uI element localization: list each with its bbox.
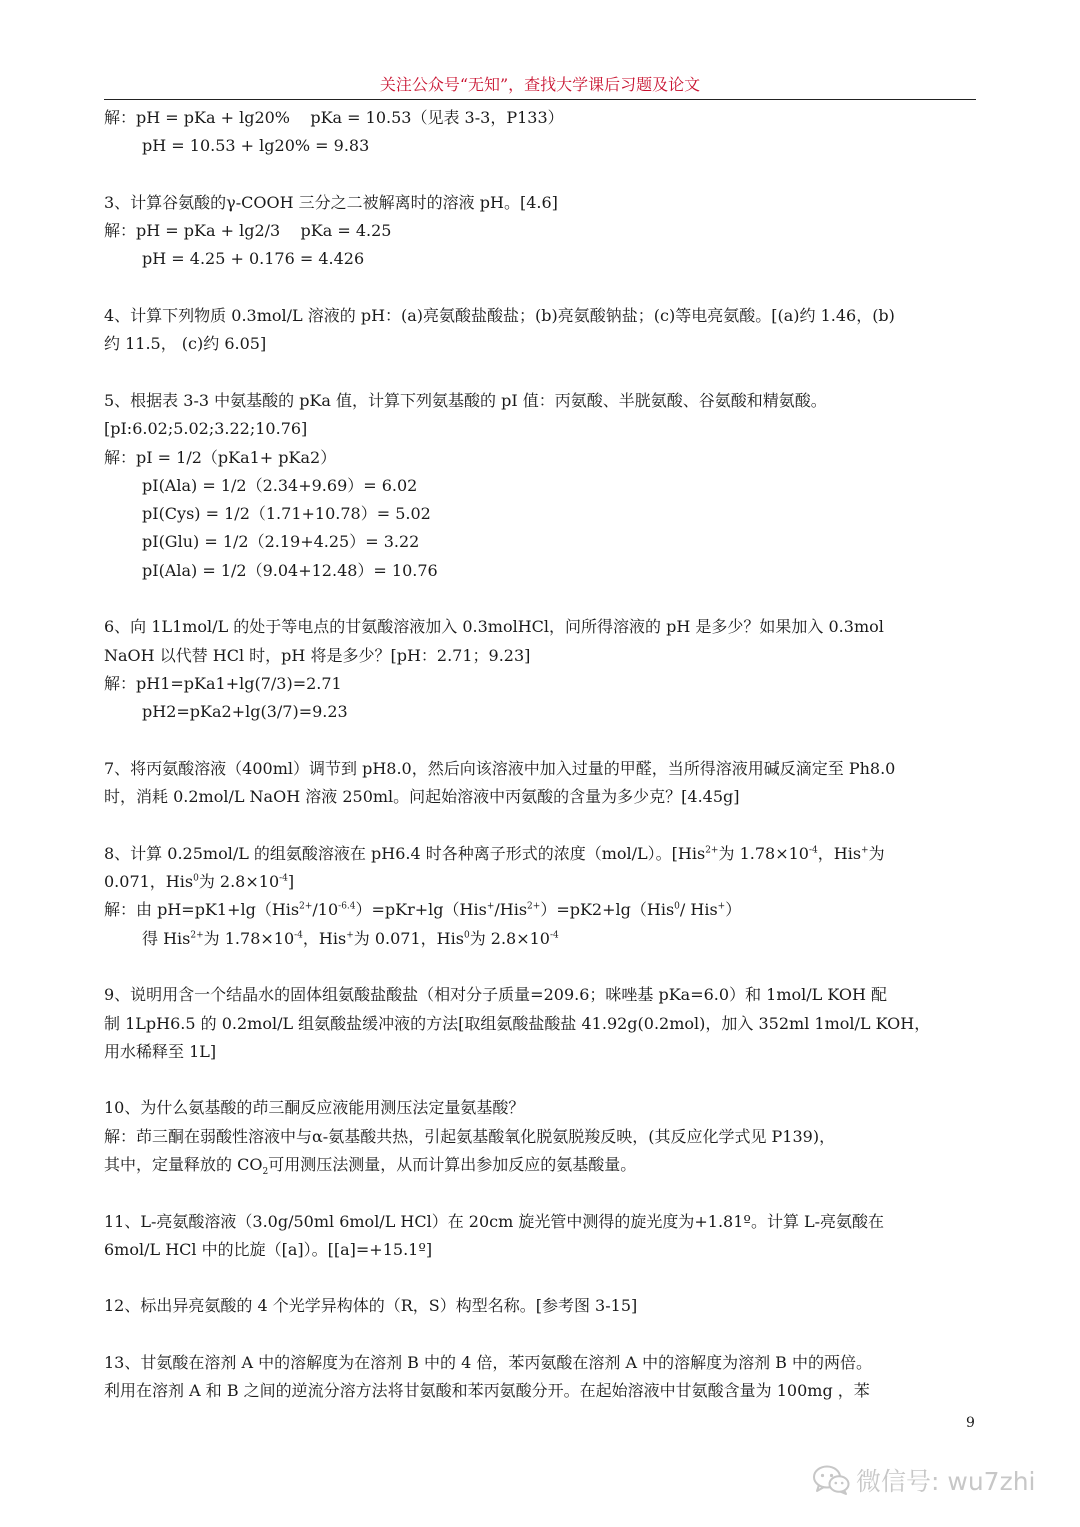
subscript: 2 (262, 1167, 269, 1178)
paragraph-gap (104, 1179, 984, 1207)
header-rule (104, 99, 976, 100)
text-line: pI(Ala) = 1/2（2.34+9.69）= 6.02 (142, 475, 418, 495)
text-run: 为 2.8×10 (469, 928, 550, 948)
text-line: 解：pH = pKa + lg2/3 pKa = 4.25 (104, 221, 392, 241)
text-line: 4、计算下列物质 0.3mol/L 溶液的 pH：(a)亮氨酸盐酸盐；(b)亮氨酸钠盐；(c)等电亮氨酸。[(a)约 1.46，(b) (104, 306, 895, 326)
superscript: + (717, 901, 726, 912)
watermark-text: 微信号: wu7zhi (856, 1467, 1036, 1496)
paragraph-gap (104, 1066, 984, 1094)
text-run: 8、计算 0.25mol/L 的组氨酸溶液在 pH6.4 时各种离子形式的浓度（mol/L）。[His (104, 843, 706, 863)
text-line: 时，消耗 0.2mol/L NaOH 溶液 250ml。问起始溶液中丙氨酸的含量为多少克？[4.45g] (104, 787, 740, 807)
superscript: -4 (808, 845, 818, 856)
text-line: pH = 4.25 + 0.176 = 4.426 (142, 249, 365, 269)
wechat-icon (812, 1464, 850, 1496)
text-line: pI(Cys) = 1/2（1.71+10.78）= 5.02 (142, 504, 431, 524)
paragraph-gap (104, 161, 984, 189)
text-line: 5、根据表 3-3 中氨基酸的 pKa 值，计算下列氨基酸的 pI 值：丙氨酸、半胱氨酸、谷氨酸和精氨酸。 (104, 390, 827, 410)
paragraph-gap (104, 274, 984, 302)
text-line: 约 11.5， (c)约 6.05] (104, 334, 267, 354)
superscript: 0 (463, 930, 470, 941)
text-run: /His (494, 900, 528, 920)
text-line (104, 840, 984, 868)
text-run: 可用测压法测量，从而计算出参加反应的氨基酸量。 (268, 1154, 637, 1174)
superscript: 0 (193, 873, 199, 884)
text-run: / His (679, 900, 718, 920)
superscript: 2+ (527, 901, 541, 912)
text-line: pI(Glu) = 1/2（2.19+4.25）= 3.22 (142, 532, 420, 552)
wechat-watermark (812, 1462, 1035, 1498)
text-line: NaOH 以代替 HCl 时，pH 将是多少？[pH：2.71；9.23] (104, 645, 531, 665)
superscript: + (346, 930, 354, 941)
text-line: 解：pH = pKa + lg20% pKa = 10.53（见表 3-3，P133） (104, 108, 564, 127)
text-line: 12、标出异亮氨酸的 4 个光学异构体的（R，S）构型名称。[参考图 3-15] (104, 1296, 638, 1316)
text-run: /10 (312, 900, 339, 920)
paragraph-gap (104, 359, 984, 387)
text-line (104, 868, 984, 896)
text-run: 为 1.78×10 (718, 843, 809, 863)
text-run: ） (725, 900, 742, 920)
text-run: ] (287, 872, 295, 892)
text-line: 用水稀释至 1L] (104, 1041, 217, 1061)
text-run: 为 1.78×10 (203, 928, 295, 948)
superscript: 0 (674, 901, 680, 912)
page-header: 关注公众号“无知”，查找大学课后习题及论文 (379, 75, 701, 94)
superscript: -4 (279, 873, 288, 884)
text-run: 解：由 pH=pK1+lg（His (104, 900, 300, 920)
superscript: 2+ (705, 845, 719, 856)
text-line (104, 925, 984, 953)
superscript: 2+ (190, 930, 204, 941)
text-run: ）=pKr+lg（His (355, 900, 487, 920)
text-run: ，His (302, 928, 347, 948)
text-line: 6、向 1L1mol/L 的处于等电点的甘氨酸溶液加入 0.3molHCl，问所得溶液的 pH 是多少？如果加入 0.3mol (104, 617, 884, 637)
text-line: 9、说明用含一个结晶水的固体组氨酸盐酸盐（相对分子质量=209.6；咪唑基 pKa=6.0）和 1mol/L KOH 配 (104, 985, 888, 1005)
text-line: 7、将丙氨酸溶液（400ml）调节到 pH8.0，然后向该溶液中加入过量的甲醛，当所得溶液用碱反滴定至 Ph8.0 (104, 758, 896, 778)
text-run: 其中，定量释放的 CO (104, 1154, 263, 1174)
superscript: + (486, 901, 495, 912)
superscript: + (861, 845, 869, 856)
text-run: 为 2.8×10 (198, 872, 280, 892)
paragraph-gap (104, 1264, 984, 1292)
text-line: 利用在溶剂 A 和 B 之间的逆流分溶方法将甘氨酸和苯丙氨酸分开。在起始溶液中甘氨酸含量为 100mg ，苯 (104, 1381, 870, 1401)
paragraph-gap (104, 953, 984, 981)
paragraph-gap (104, 1321, 984, 1349)
superscript: 2+ (299, 901, 313, 912)
superscript: -6.4 (338, 901, 356, 912)
paragraph-gap (104, 811, 984, 839)
superscript: -4 (294, 930, 303, 941)
text-line: 制 1LpH6.5 的 0.2mol/L 组氨酸盐缓冲液的方法[取组氨酸盐酸盐 41.92g(0.2mol)，加入 352ml 1mol/L KOH， (104, 1013, 931, 1033)
text-line: 13、甘氨酸在溶剂 A 中的溶解度为在溶剂 B 中的 4 倍，苯丙氨酸在溶剂 A 中的溶解度为溶剂 B 中的两倍。 (104, 1353, 873, 1373)
text-run: ，His (817, 843, 862, 863)
text-line (104, 896, 984, 924)
text-line: pH2=pKa2+lg(3/7)=9.23 (142, 702, 348, 722)
superscript: -4 (550, 930, 559, 941)
text-line: [pI:6.02;5.02;3.22;10.76] (104, 419, 308, 439)
text-line: pH = 10.53 + lg20% = 9.83 (142, 136, 370, 156)
text-run: 0.071，His (104, 872, 194, 892)
text-run: 得 His (142, 928, 191, 948)
text-line: 解：pI = 1/2（pKa1+ pKa2） (104, 447, 337, 467)
text-line: 3、计算谷氨酸的γ-COOH 三分之二被解离时的溶液 pH。[4.6] (104, 192, 558, 212)
text-line: 11、L-亮氨酸溶液（3.0g/50ml 6mol/L HCl）在 20cm 旋光管中测得的旋光度为+1.81º。计算 L-亮氨酸在 (104, 1211, 885, 1231)
text-line: 10、为什么氨基酸的茚三酮反应液能用测压法定量氨基酸？ (104, 1098, 525, 1118)
text-run: 为 (868, 843, 885, 863)
paragraph-gap (104, 727, 984, 755)
page-number: 9 (966, 1415, 975, 1431)
document-body (104, 104, 984, 1406)
text-line (104, 1151, 984, 1179)
paragraph-gap (104, 585, 984, 613)
text-line: 6mol/L HCl 中的比旋（[a]）。[[a]=+15.1º] (104, 1239, 433, 1259)
text-run: ）=pK2+lg（His (540, 900, 675, 920)
text-line: 解：pH1=pKa1+lg(7/3)=2.71 (104, 673, 342, 693)
text-line: 解：茚三酮在弱酸性溶液中与α-氨基酸共热，引起氨基酸氧化脱氨脱羧反映，(其反应化学式见 P139)， (104, 1126, 836, 1146)
text-run: 为 0.071，His (353, 928, 464, 948)
text-line: pI(Ala) = 1/2（9.04+12.48）= 10.76 (142, 560, 438, 580)
